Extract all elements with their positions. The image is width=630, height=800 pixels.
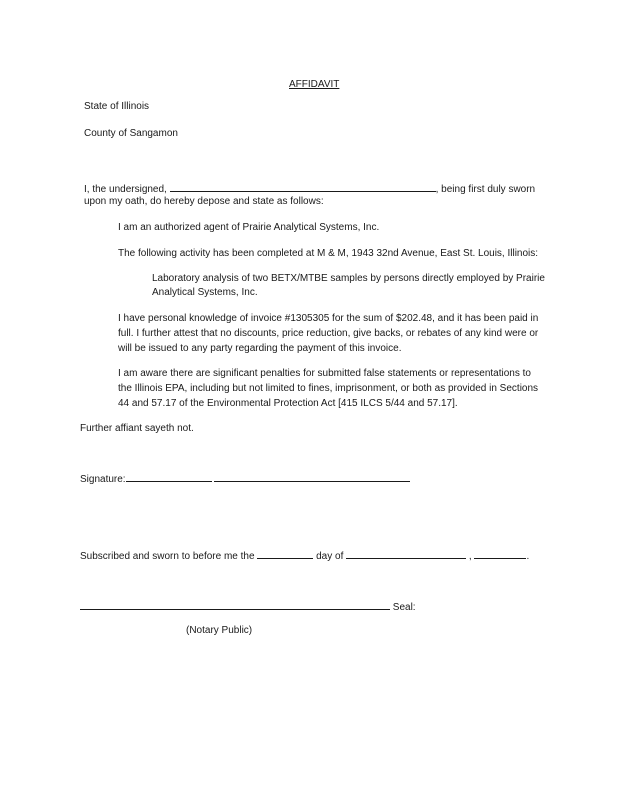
signature-blank-a[interactable] (126, 472, 212, 482)
signature-label: Signature: (80, 474, 126, 485)
state-line: State of Illinois (84, 101, 150, 112)
penalty-line-2: the Illinois EPA, including but not limited to fines, imprisonment, or both as provided in Sections (118, 383, 539, 394)
signature-blank-b[interactable] (214, 472, 410, 482)
jurat-prefix: Subscribed and sworn to before me the (80, 551, 255, 562)
analysis-line-1: Laboratory analysis of two BETX/MTBE samples by persons directly employed by Prairie (152, 273, 545, 284)
oath-prefix: I, the undersigned, (84, 184, 167, 195)
jurat-end: . (526, 551, 530, 562)
oath-suffix: , being first duly sworn (435, 184, 536, 195)
penalty-line-1: I am aware there are significant penalties for submitted false statements or representations to (118, 368, 531, 379)
jurat-month-blank[interactable] (346, 549, 466, 559)
agent-statement: I am an authorized agent of Prairie Analytical Systems, Inc. (118, 222, 380, 233)
signature-line (80, 472, 410, 486)
notary-line (80, 600, 416, 614)
oath-line (84, 182, 535, 196)
oath-line-2: upon my oath, do hereby depose and state as follows: (84, 196, 324, 207)
activity-statement: The following activity has been completed at M & M, 1943 32nd Avenue, East St. Louis, Illinois: (118, 248, 539, 259)
invoice-line-1: I have personal knowledge of invoice #1305305 for the sum of $202.48, and it has been paid in (118, 313, 539, 324)
jurat-line (80, 549, 529, 563)
invoice-line-2: full. I further attest that no discounts, price reduction, give backs, or rebates of any kind were or (118, 328, 539, 339)
invoice-line-3: will be issued to any party regarding the payment of this invoice. (118, 343, 402, 354)
affiant-name-blank[interactable] (170, 182, 436, 192)
document-title: AFFIDAVIT (289, 79, 340, 90)
jurat-day-label: day of (316, 551, 344, 562)
notary-signature-blank[interactable] (80, 600, 390, 610)
analysis-line-2: Analytical Systems, Inc. (152, 287, 258, 298)
closing-statement: Further affiant sayeth not. (80, 423, 194, 434)
seal-label: Seal: (392, 602, 416, 613)
penalty-line-3: 44 and 57.17 of the Environmental Protection Act [415 ILCS 5/44 and 57.17]. (118, 398, 458, 409)
jurat-day-blank[interactable] (257, 549, 313, 559)
jurat-year-sep: , (468, 551, 472, 562)
county-line: County of Sangamon (84, 128, 178, 139)
jurat-year-blank[interactable] (474, 549, 526, 559)
notary-caption: (Notary Public) (186, 625, 253, 636)
